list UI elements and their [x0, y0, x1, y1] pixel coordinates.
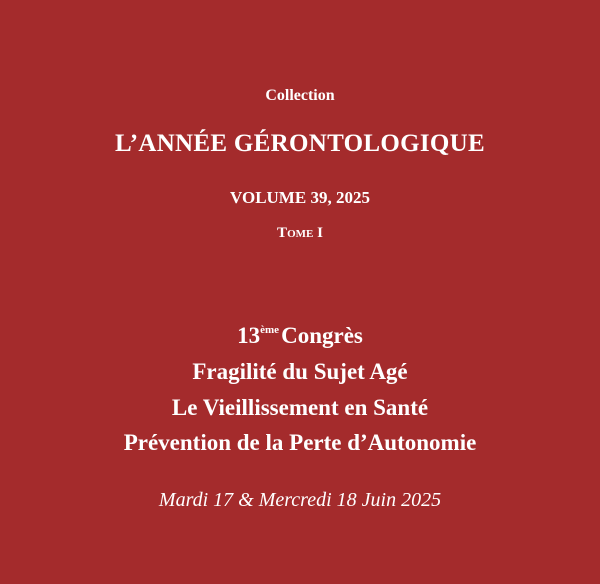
series-title: L’ANNÉE GÉRONTOLOGIQUE: [115, 130, 485, 157]
collection-label: Collection: [265, 87, 335, 104]
tome-number: I: [317, 225, 323, 241]
volume-label: VOLUME 39, 2025: [230, 188, 370, 207]
congress-label: Congrès: [281, 323, 363, 348]
congress-ordinal: ème: [260, 324, 280, 336]
theme-autonomy-loss-prevention: Prévention de la Perte d’Autonomie: [123, 430, 477, 455]
theme-frailty: Fragilité du Sujet Agé: [192, 359, 408, 384]
tome-label: [0, 226, 600, 241]
congress-number: 13: [237, 323, 261, 348]
theme-healthy-aging: Le Vieillissement en Santé: [171, 395, 429, 420]
event-dates: Mardi 17 & Mercredi 18 Juin 2025: [158, 489, 442, 511]
tome-first-letter: T: [277, 225, 288, 241]
tome-rest: OME: [287, 228, 314, 240]
congress-title: [0, 324, 600, 347]
